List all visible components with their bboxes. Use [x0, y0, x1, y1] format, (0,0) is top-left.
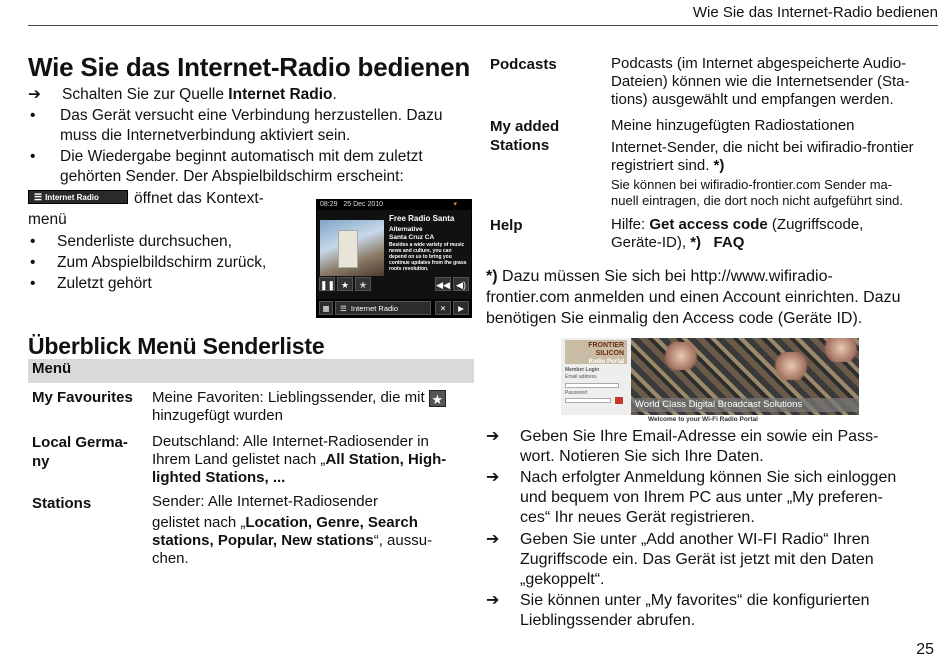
running-header: Wie Sie das Internet-Radio bedienen	[692, 4, 938, 21]
arrow-icon: ➔	[486, 428, 500, 445]
footnote-mark: *)	[486, 268, 498, 285]
intro-line: Die Wiedergabe beginnt automatisch mit dem zuletzt	[60, 148, 423, 165]
table-key-podcasts: Podcasts	[490, 56, 557, 73]
intro-item-playback	[30, 147, 480, 187]
table-value-added-stations	[611, 117, 941, 209]
player-menu-label: Internet Radio	[350, 304, 399, 313]
table-value-favourites	[152, 389, 472, 425]
radio-portal-screenshot	[561, 338, 859, 415]
table-value-text: Deutschland: Alle Internet-Radiosender in	[152, 433, 429, 450]
step-text: und bequem von Ihrem PC aus unter „My preferen-	[520, 489, 883, 506]
menu-bullet	[30, 253, 310, 273]
arrow-icon: ➔	[486, 531, 500, 548]
star-add-icon[interactable]: ✭	[355, 277, 371, 291]
step-text: Geben Sie unter „Add another WI-FI Radio“ Ihren	[520, 531, 870, 548]
portal-banner: World Class Digital Broadcast Solutions	[631, 398, 859, 412]
step-item	[486, 590, 941, 632]
table-key-favourites: My Favourites	[32, 389, 133, 406]
portal-caption: Welcome to your Wi-Fi Radio Portal	[648, 416, 758, 423]
table-value-text: Meine Favoriten: Lieblingssender, die mit	[152, 389, 425, 406]
step-text: Nach erfolgter Anmeldung können Sie sich einloggen	[520, 469, 897, 486]
table-key-added-stations	[490, 117, 559, 155]
table-value-text: Geräte-ID),	[611, 234, 691, 251]
page-number: 25	[916, 641, 934, 658]
player-controls	[317, 277, 471, 293]
password-label: Password	[565, 390, 587, 396]
header-rule	[28, 25, 938, 26]
step-text: Zugriffscode ein. Das Gerät ist jetzt mit den Daten	[520, 551, 874, 568]
table-value-local	[152, 433, 472, 487]
table-value-text: hinzugefügt wurden	[152, 407, 283, 424]
intro-line: Das Gerät versucht eine Verbindung herzustellen. Dazu	[60, 107, 443, 124]
internet-radio-button-label: Internet Radio	[45, 192, 99, 202]
table-key-text: Stations	[490, 137, 550, 154]
step-text: Lieblingssender abrufen.	[520, 612, 696, 629]
table-value-text: “, aussu-	[373, 532, 433, 549]
close-icon[interactable]: ✕	[435, 301, 451, 315]
player-meta	[389, 226, 469, 272]
table-value-text: Dateien) können wie die Internetsender (Sta-	[611, 73, 910, 90]
footnote	[486, 266, 941, 329]
logo-text: SILICON	[595, 350, 624, 357]
station-artwork	[320, 220, 384, 276]
step-item	[486, 426, 941, 466]
frontier-logo	[565, 340, 627, 364]
menu-bullet	[30, 232, 310, 252]
table-value-text: Hilfe:	[611, 216, 650, 233]
intro-line: muss die Internetverbindung aktiviert sein.	[60, 127, 351, 144]
bullet: •	[30, 254, 36, 271]
table-value-bold: stations, Popular, New stations	[152, 532, 374, 549]
table-key-local	[32, 433, 128, 471]
step-text: ces“ Ihr neues Gerät registrieren.	[520, 509, 755, 526]
signal-icon: ▾	[453, 201, 457, 208]
context-menu-text: öffnet das Kontext-	[134, 190, 264, 207]
player-station-name: Free Radio Santa	[389, 214, 455, 223]
table-value-podcasts	[611, 55, 941, 109]
table-value-text: registriert sind.	[611, 157, 714, 174]
arrow-icon: ➔	[28, 86, 41, 103]
table-value-help	[611, 216, 941, 252]
section-title: Überblick Menü Senderliste	[28, 333, 325, 359]
bullet: •	[30, 275, 36, 292]
logo-text: FRONTIER	[588, 342, 624, 349]
table-key-text: My added	[490, 118, 560, 135]
intro-line: gehörten Sender. Der Abspielbildschirm erscheint:	[60, 168, 404, 185]
menu-bullet	[30, 274, 310, 294]
arrow-icon: ➔	[486, 469, 500, 486]
footnote-text: benötigen Sie einmalig den Access code (Geräte ID).	[486, 310, 863, 327]
table-value-note: Sie können bei wifiradio-frontier.com Sender ma-	[611, 177, 893, 192]
intro-item-connect	[30, 106, 480, 146]
favourite-star-icon: ★	[429, 390, 446, 407]
table-key-text: ny	[32, 453, 50, 470]
table-value-bold: Get access code	[649, 216, 768, 233]
portal-login-form	[565, 367, 599, 381]
faq-label: FAQ	[713, 234, 745, 251]
step-text: Sie können unter „My favorites“ die konfigurierten	[520, 592, 870, 609]
chip-highlight	[821, 338, 859, 362]
bullet: •	[30, 148, 36, 165]
pause-icon[interactable]: ❚❚	[319, 277, 335, 291]
menu-icon: ☰	[34, 191, 43, 202]
table-value-text: Sender: Alle Internet-Radiosender	[152, 493, 378, 510]
star-icon[interactable]: ★	[337, 277, 353, 291]
step-text: wort. Notieren Sie sich Ihre Daten.	[520, 448, 764, 465]
intro-post: .	[332, 86, 337, 103]
table-value-bold: lighted Stations, ...	[152, 469, 286, 486]
table-value-text: Meine hinzugefügten Radiostationen	[611, 117, 855, 134]
password-field[interactable]	[565, 398, 611, 403]
footnote-text: frontier.com anmelden und einen Account einrichten. Dazu	[486, 289, 901, 306]
page-title: Wie Sie das Internet-Radio bedienen	[28, 52, 471, 82]
table-value-bold: All Station, High-	[325, 451, 447, 468]
login-button[interactable]	[615, 397, 623, 404]
intro-text: Schalten Sie zur Quelle	[62, 86, 229, 103]
portal-login-panel	[561, 338, 631, 415]
footnote-ref: *)	[713, 157, 725, 174]
email-field[interactable]	[565, 383, 619, 388]
volume-icon[interactable]: ◀)	[453, 277, 469, 291]
internet-radio-button[interactable]	[28, 190, 128, 204]
player-bottom-bar	[317, 299, 471, 317]
footnote-ref: *)	[690, 234, 702, 251]
menu-bullet-text: Zuletzt gehört	[57, 275, 152, 292]
table-value-text: Podcasts (im Internet abgespeicherte Audio-	[611, 55, 907, 72]
step-text: „gekoppelt“.	[520, 571, 605, 588]
player-location: Santa Cruz CA	[389, 234, 435, 241]
bullet: •	[30, 107, 36, 124]
player-date: 25 Dec 2010	[343, 201, 384, 208]
chip-highlight	[771, 352, 811, 380]
table-key-stations: Stations	[32, 495, 92, 512]
table-value-text: (Zugriffscode,	[767, 216, 864, 233]
table-value-bold: Location, Genre, Search	[245, 514, 418, 531]
table-value-text: Ihrem Land gelistet nach „	[152, 451, 326, 468]
grid-icon[interactable]: ▦	[319, 301, 333, 315]
table-key-text: Local Germa-	[32, 434, 128, 451]
player-screenshot	[316, 199, 472, 318]
bullet: •	[30, 233, 36, 250]
menu-bullet-text: Zum Abspielbildschirm zurück,	[57, 254, 267, 271]
table-value-stations	[152, 493, 472, 568]
footnote-text: Dazu müssen Sie sich bei http://www.wifiradio-	[497, 268, 833, 285]
login-title: Member Login	[565, 367, 600, 373]
intro-bold: Internet Radio	[228, 86, 333, 103]
table-key-help: Help	[490, 217, 523, 234]
table-value-text: gelistet nach „	[152, 514, 246, 531]
step-item	[486, 529, 941, 591]
building-image	[338, 230, 358, 268]
table-value-text: chen.	[152, 550, 189, 567]
player-status-bar	[317, 200, 471, 210]
arrow-icon: ➔	[486, 592, 500, 609]
menu-bullet-text: Senderliste durchsuchen,	[57, 233, 232, 250]
table-header: Menü	[28, 359, 474, 383]
player-time: 08:29	[320, 201, 338, 208]
rewind-icon[interactable]: ◀◀	[435, 277, 451, 291]
next-icon[interactable]: ▶	[453, 301, 469, 315]
step-text: Geben Sie Ihre Email-Adresse ein sowie ein Pass-	[520, 428, 879, 445]
player-genre: Alternative	[389, 226, 423, 233]
context-menu-text-2: menü	[28, 211, 67, 228]
player-description: Besides a wide variety of music news and culture, you can depend on us to bring you continue updates from the grass roots revolution.	[389, 242, 467, 272]
email-label: Email address	[565, 374, 597, 380]
table-value-text: tions) ausgewählt und empfangen werden.	[611, 91, 894, 108]
logo-subtext: Radio Portal	[588, 359, 624, 365]
player-menu-button[interactable]: ☰ Internet Radio	[335, 301, 431, 315]
chip-highlight	[661, 342, 701, 370]
table-value-note: nuell eintragen, die dort noch nicht aufgeführt sind.	[611, 193, 903, 208]
step-item	[486, 467, 941, 529]
table-value-text: Internet-Sender, die nicht bei wifiradio-frontier	[611, 139, 914, 156]
